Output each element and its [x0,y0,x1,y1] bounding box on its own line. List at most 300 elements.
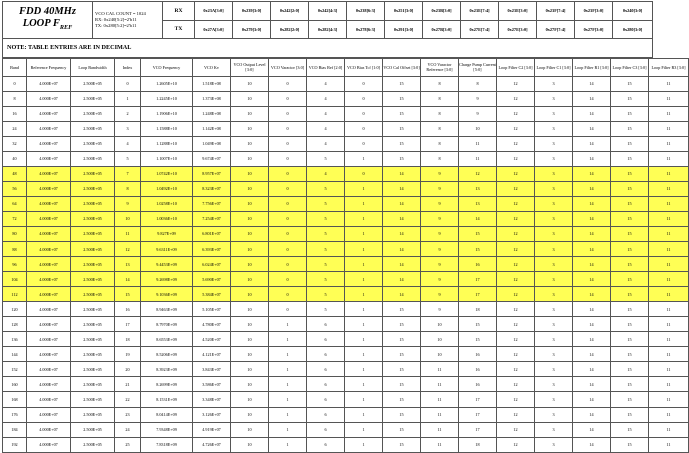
table-cell: 15 [459,226,497,241]
table-cell: 8 [421,91,459,106]
table-cell: 152 [3,362,27,377]
table-cell: 8.1531E+09 [141,392,193,407]
table-cell: 4.000E+07 [27,287,71,302]
table-cell: 8 [459,76,497,91]
table-cell: 3 [535,196,573,211]
table-cell: 15 [611,242,649,257]
table-cell: 1 [269,362,307,377]
table-cell: 2.500E+05 [71,136,115,151]
table-cell: 15 [611,317,649,332]
table-cell: 11 [421,437,459,452]
table-cell: 11 [649,317,689,332]
table-cell: 5 [307,196,345,211]
table-cell: 14 [573,151,611,166]
table-cell: 160 [3,377,27,392]
table-row [3,332,689,347]
table-cell: 11 [649,151,689,166]
table-cell: 10 [231,347,269,362]
table-cell: 1 [345,257,383,272]
table-cell: 15 [611,422,649,437]
table-row-highlighted [3,181,689,196]
column-header: Band [3,58,27,76]
table-row [3,437,689,452]
table-cell: 15 [383,106,421,121]
table-cell: 4.000E+07 [27,181,71,196]
table-cell: 10 [231,332,269,347]
table-cell: 3 [535,392,573,407]
table-cell: 2.500E+05 [71,302,115,317]
table-cell: 16 [459,362,497,377]
table-cell: 3 [535,407,573,422]
table-cell: 9.4453E+09 [141,257,193,272]
table-cell: 12 [497,317,535,332]
rx-register: 0x23B[3:0] [423,2,461,21]
table-cell: 4.000E+07 [27,272,71,287]
column-header-row [3,58,689,76]
table-cell: 15 [459,332,497,347]
table-cell: 15 [611,302,649,317]
table-cell: 3 [535,302,573,317]
table-row [3,91,689,106]
table-cell: 14 [573,121,611,136]
rx-register: 0x23F[7:4] [537,2,575,21]
table-row [3,407,689,422]
table-cell: 11 [459,136,497,151]
table-cell: 3 [535,151,573,166]
table-cell: 4 [115,136,141,151]
table-cell: 15 [383,91,421,106]
table-cell: 16 [115,302,141,317]
table-cell: 12 [497,362,535,377]
table-cell: 1.248E+08 [193,106,231,121]
table-cell: 11 [649,302,689,317]
table-cell: 0 [345,136,383,151]
table-cell: 2.500E+05 [71,181,115,196]
table-cell: 15 [611,121,649,136]
table-cell: 15 [383,437,421,452]
table-cell: 15 [383,377,421,392]
table-cell: 4.000E+07 [27,332,71,347]
table-cell: 12 [497,76,535,91]
table-cell: 2.500E+05 [71,242,115,257]
table-cell: 1.373E+08 [193,91,231,106]
table-cell: 9.674E+07 [193,151,231,166]
table-cell: 9 [459,106,497,121]
table-cell: 6 [307,437,345,452]
table-cell: 4.000E+07 [27,106,71,121]
table-cell: 176 [3,407,27,422]
tx-register: 0x282[2:0] [271,20,309,39]
table-cell: 4.121E+07 [193,347,231,362]
table-cell: 15 [383,302,421,317]
tx-register: 0x27E[3:0] [499,20,537,39]
table-cell: 5 [307,211,345,226]
table-cell: 11 [649,196,689,211]
table-cell: 15 [383,121,421,136]
table-row [3,347,689,362]
table-cell: 3 [115,121,141,136]
table-cell: 11 [649,392,689,407]
table-cell: 3.843E+07 [193,362,231,377]
table-cell: 14 [573,407,611,422]
tx-register: 0x282[4:3] [309,20,347,39]
table-cell: 14 [459,211,497,226]
table-cell: 3 [535,91,573,106]
table-cell: 2.500E+05 [71,76,115,91]
table-cell: 4.000E+07 [27,362,71,377]
table-cell: 12 [497,106,535,121]
table-cell: 15 [383,422,421,437]
header-table [2,1,653,58]
column-header: VCO Frequency [141,58,193,76]
table-cell: 1 [345,181,383,196]
table-cell: 14 [573,91,611,106]
table-cell: 8.7970E+09 [141,317,193,332]
table-cell: 1 [115,91,141,106]
table-cell: 10 [231,377,269,392]
title-line-2-prefix: LOOP F [22,17,60,29]
table-cell: 5 [307,272,345,287]
table-cell: 11 [649,332,689,347]
table-row [3,317,689,332]
table-cell: 9 [421,302,459,317]
rx-register: 0x242[2:0] [271,2,309,21]
table-cell: 3 [535,181,573,196]
table-row-highlighted [3,226,689,241]
title-line-2-subscript: REF [59,24,73,32]
table-cell: 4 [307,106,345,121]
table-cell: 4.000E+07 [27,136,71,151]
table-cell: 2.500E+05 [71,407,115,422]
table-cell: 7.254E+07 [193,211,231,226]
table-cell: 12 [497,407,535,422]
table-cell: 14 [573,362,611,377]
table-cell: 15 [611,362,649,377]
table-cell: 14 [383,272,421,287]
table-cell: 12 [497,302,535,317]
table-cell: 15 [611,181,649,196]
table-cell: 4.000E+07 [27,257,71,272]
table-row-highlighted [3,166,689,181]
table-cell: 2.500E+05 [71,226,115,241]
table-cell: 112 [3,287,27,302]
table-cell: 3 [535,166,573,181]
table-cell: 11 [649,287,689,302]
table-cell: 12 [497,166,535,181]
table-cell: 1 [345,362,383,377]
table-cell: 11 [649,407,689,422]
table-row-highlighted [3,196,689,211]
table-cell: 6 [307,317,345,332]
table-cell: 12 [497,181,535,196]
table-cell: 4.000E+07 [27,407,71,422]
table-cell: 19 [115,347,141,362]
table-cell: 15 [383,76,421,91]
table-cell: 0 [345,121,383,136]
table-cell: 2.500E+05 [71,91,115,106]
table-cell: 10 [231,166,269,181]
table-cell: 32 [3,136,27,151]
table-cell: 5 [307,226,345,241]
table-cell: 10 [459,121,497,136]
table-cell: 11 [649,76,689,91]
rx-register: 0x240[3:0] [613,2,653,21]
table-cell: 21 [115,377,141,392]
table-cell: 24 [3,121,27,136]
table-cell: 1 [345,422,383,437]
table-cell: 3 [535,121,573,136]
rx-register: 0x238[6:3] [347,2,385,21]
table-cell: 2.500E+05 [71,422,115,437]
table-cell: 1.0258E+10 [141,196,193,211]
table-cell: 10 [231,287,269,302]
table-cell: 13 [459,196,497,211]
table-cell: 12 [497,347,535,362]
table-cell: 1 [345,272,383,287]
table-cell: 3 [535,242,573,257]
table-cell: 6 [307,377,345,392]
table-cell: 12 [459,166,497,181]
table-cell: 10 [231,257,269,272]
table-cell: 2.500E+05 [71,317,115,332]
table-cell: 15 [611,91,649,106]
table-cell: 0 [269,211,307,226]
table-row [3,121,689,136]
table-cell: 11 [115,226,141,241]
table-cell: 15 [383,407,421,422]
table-cell: 3 [535,347,573,362]
table-cell: 15 [611,166,649,181]
column-header: Loop Filter R1 [3:0] [573,58,611,76]
table-cell: 4.000E+07 [27,166,71,181]
table-cell: 2.500E+05 [71,287,115,302]
table-cell: 10 [231,76,269,91]
table-cell: 12 [497,151,535,166]
table-cell: 17 [459,407,497,422]
table-cell: 16 [459,257,497,272]
table-cell: 4.520E+07 [193,332,231,347]
table-cell: 4 [307,136,345,151]
column-header: Loop Filter C2 [3:0] [497,58,535,76]
table-cell: 4.000E+07 [27,91,71,106]
table-cell: 12 [497,226,535,241]
table-cell: 17 [459,287,497,302]
table-cell: 14 [573,422,611,437]
table-cell: 0 [269,287,307,302]
table-cell: 12 [497,211,535,226]
table-cell: 144 [3,347,27,362]
table-cell: 10 [231,422,269,437]
table-cell: 2 [115,106,141,121]
table-cell: 128 [3,317,27,332]
table-cell: 15 [611,347,649,362]
table-cell: 15 [459,317,497,332]
rx-register: 0x23F[3:0] [575,2,613,21]
table-cell: 3 [535,76,573,91]
table-cell: 0 [269,106,307,121]
table-cell: 15 [383,347,421,362]
table-cell: 14 [573,166,611,181]
table-cell: 2.500E+05 [71,392,115,407]
table-cell: 1.049E+08 [193,136,231,151]
table-cell: 1 [345,211,383,226]
table-cell: 15 [383,362,421,377]
table-cell: 17 [459,422,497,437]
table-cell: 11 [421,377,459,392]
table-cell: 9 [459,91,497,106]
table-cell: 8 [115,181,141,196]
table-cell: 2.500E+05 [71,196,115,211]
table-cell: 8 [421,76,459,91]
table-cell: 4.000E+07 [27,302,71,317]
column-header: VCO Kv [193,58,231,76]
table-cell: 136 [3,332,27,347]
rx-register: 0x251[3:0] [385,2,423,21]
table-cell: 15 [611,437,649,452]
table-cell: 3.586E+07 [193,377,231,392]
table-cell: 12 [497,437,535,452]
table-cell: 10 [231,242,269,257]
table-cell: 18 [115,332,141,347]
table-cell: 4.000E+07 [27,392,71,407]
table-row [3,76,689,91]
table-cell: 88 [3,242,27,257]
table-cell: 1.0036E+10 [141,211,193,226]
table-cell: 15 [459,242,497,257]
table-cell: 9 [421,226,459,241]
table-cell: 4.000E+07 [27,242,71,257]
column-header: VCO Output Level [3:0] [231,58,269,76]
table-cell: 14 [383,181,421,196]
table-row-highlighted [3,257,689,272]
table-cell: 9.6311E+09 [141,242,193,257]
tx-register: 0x27F[3:0] [575,20,613,39]
table-cell: 11 [421,362,459,377]
table-cell: 10 [231,272,269,287]
table-cell: 11 [649,166,689,181]
table-cell: 14 [573,347,611,362]
column-header: Loop Filter C1 [3:0] [535,58,573,76]
table-cell: 6 [307,407,345,422]
table-cell: 2.500E+05 [71,347,115,362]
table-cell: 14 [115,272,141,287]
table-cell: 0 [269,226,307,241]
table-cell: 4 [307,166,345,181]
table-cell: 12 [497,196,535,211]
table-cell: 48 [3,166,27,181]
table-cell: 1 [345,437,383,452]
table-cell: 7.9348E+09 [141,422,193,437]
tx-register: 0x278[6:3] [347,20,385,39]
table-cell: 11 [421,422,459,437]
table-cell: 8 [421,121,459,136]
table-cell: 3 [535,226,573,241]
table-cell: 0 [269,136,307,151]
table-cell: 8.2699E+09 [141,377,193,392]
table-cell: 14 [573,136,611,151]
table-cell: 6.393E+07 [193,242,231,257]
table-cell: 14 [573,106,611,121]
table-cell: 14 [573,287,611,302]
table-cell: 11 [649,181,689,196]
vco-cal-count-info [93,2,163,39]
table-cell: 15 [383,136,421,151]
table-cell: 15 [383,392,421,407]
table-cell: 3.348E+07 [193,392,231,407]
table-cell: 5 [115,151,141,166]
table-cell: 0 [269,166,307,181]
column-header: Loop Filter R3 [3:0] [649,58,689,76]
decimal-note: NOTE: TABLE ENTRIES ARE IN DECIMAL [3,39,653,58]
table-cell: 15 [611,377,649,392]
table-cell: 1 [269,332,307,347]
table-cell: 10 [421,332,459,347]
table-cell: 15 [611,407,649,422]
column-header: VCO Varactor Reference [3:0] [421,58,459,76]
table-cell: 1 [345,332,383,347]
table-cell: 7.8318E+09 [141,437,193,452]
table-cell: 10 [231,181,269,196]
count-line: VCO CAL COUNT = 1024 [95,11,146,16]
table-cell: 25 [115,437,141,452]
table-cell: 6 [307,392,345,407]
table-cell: 0 [269,302,307,317]
table-cell: 15 [383,151,421,166]
table-cell: 18 [459,302,497,317]
table-cell: 0 [269,196,307,211]
table-cell: 8.323E+07 [193,181,231,196]
table-cell: 15 [115,287,141,302]
table-cell: 23 [115,407,141,422]
table-cell: 96 [3,257,27,272]
table-row-highlighted [3,272,689,287]
table-cell: 8 [3,91,27,106]
table-cell: 3 [535,437,573,452]
table-cell: 3 [535,136,573,151]
rx-register: 0x23A[3:0] [195,2,233,21]
table-cell: 14 [383,196,421,211]
table-cell: 10 [231,151,269,166]
table-cell: 14 [383,211,421,226]
table-cell: 13 [115,257,141,272]
table-row-highlighted [3,287,689,302]
table-cell: 7 [115,166,141,181]
document-title [3,2,93,39]
table-cell: 6 [307,422,345,437]
table-cell: 12 [497,287,535,302]
table-row [3,392,689,407]
table-cell: 14 [573,302,611,317]
count-line: RX: 0x240[5:2]=2'b11 [95,17,137,22]
table-cell: 15 [611,136,649,151]
table-cell: 14 [573,317,611,332]
table-cell: 14 [383,226,421,241]
table-cell: 1 [345,302,383,317]
table-cell: 2.500E+05 [71,272,115,287]
table-cell: 4.726E+07 [193,437,231,452]
table-cell: 4.000E+07 [27,317,71,332]
table-cell: 4.000E+07 [27,347,71,362]
table-cell: 2.500E+05 [71,106,115,121]
table-cell: 15 [611,76,649,91]
table-cell: 5 [307,257,345,272]
table-cell: 17 [459,272,497,287]
table-cell: 2.500E+05 [71,437,115,452]
rx-register: 0x23E[7:4] [461,2,499,21]
table-cell: 10 [231,91,269,106]
table-cell: 24 [115,422,141,437]
table-cell: 1.0492E+10 [141,181,193,196]
